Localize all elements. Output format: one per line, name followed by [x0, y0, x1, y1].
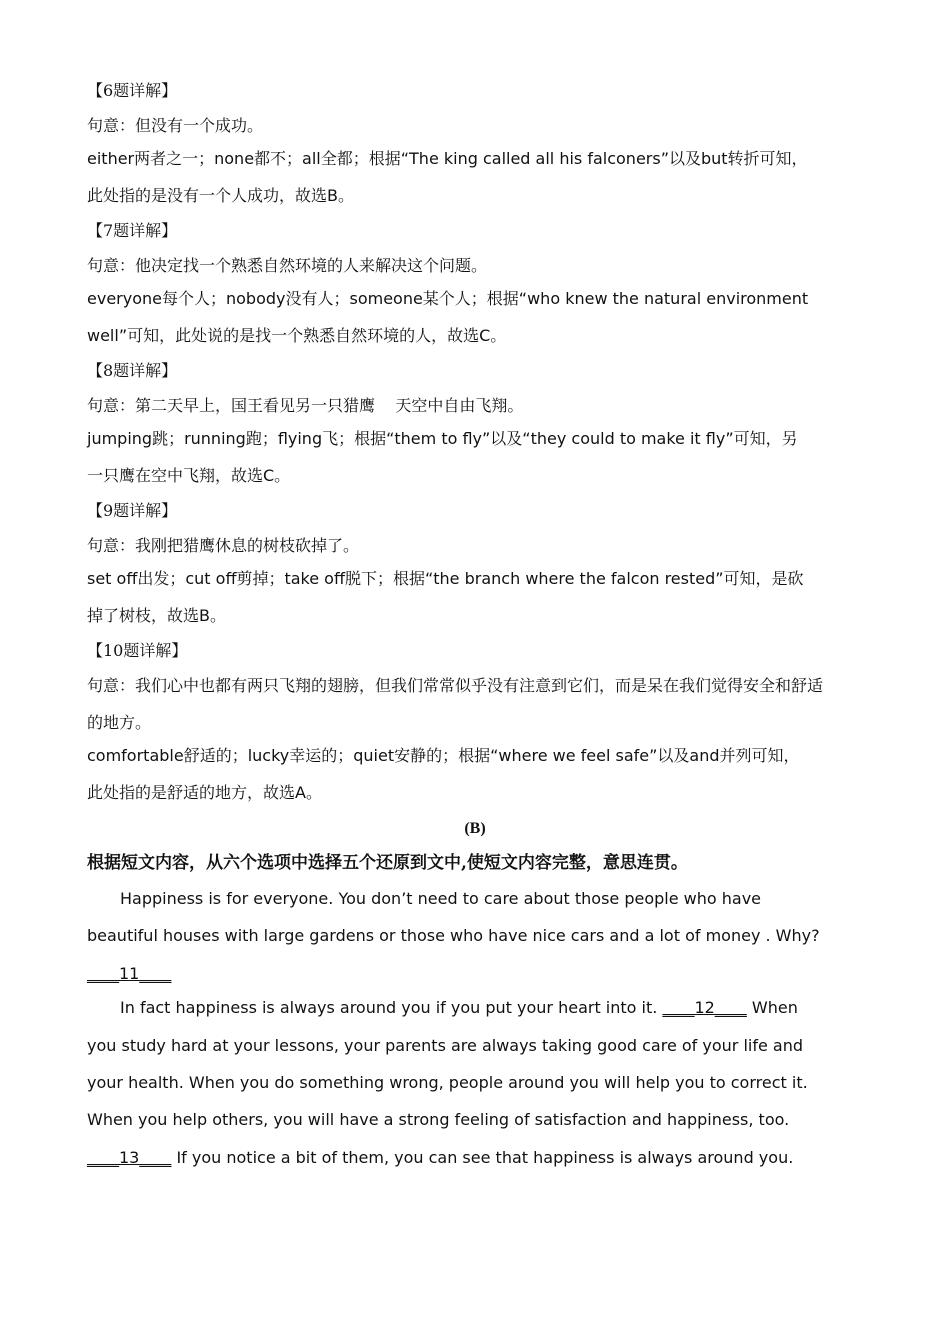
q6-meaning: 句意：但没有一个成功。 [87, 116, 264, 135]
passage-p1-line1: Happiness is for everyone. You don’t need to care about those people who have [120, 889, 762, 908]
q6-explanation-line2: 此处指的是没有一个人成功，故选B。 [87, 186, 354, 205]
q8-explanation-line1: jumping跳；running跑；flying飞；根据“them to fly”以及“they could to make it fly”可知，另 [87, 429, 798, 448]
blank-12: ____12____ [662, 998, 747, 1017]
q10-meaning-line2: 的地方。 [87, 713, 152, 732]
q6-heading: 【6题详解】 [87, 81, 178, 100]
passage-p2-line5-text: If you notice a bit of them, you can see that happiness is always around you. [171, 1148, 794, 1167]
q7-explanation-line2: well”可知，此处说的是找一个熟悉自然环境的人，故选C。 [87, 326, 507, 345]
passage-p2-line2: you study hard at your lessons, your parents are always taking good care of your life and [87, 1036, 804, 1055]
q8-explanation-line2: 一只鹰在空中飞翔，故选C。 [87, 466, 291, 485]
passage-p2-line1-text: In fact happiness is always around you if you put your heart into it. [120, 998, 663, 1017]
q9-heading: 【9题详解】 [87, 501, 178, 520]
passage-blank-11 [87, 964, 867, 984]
q7-explanation-line1: everyone每个人；nobody没有人；someone某个人；根据“who knew the natural environment [87, 289, 809, 308]
q10-explanation-line1: comfortable舒适的；lucky幸运的；quiet安静的；根据“where we feel safe”以及and并列可知， [87, 746, 800, 765]
section-b-title: (B) [464, 820, 486, 837]
q7-heading: 【7题详解】 [87, 221, 178, 240]
q10-meaning-line1: 句意：我们心中也都有两只飞翔的翅膀，但我们常常似乎没有注意到它们，而是呆在我们觉得安全和舒适 [87, 676, 824, 695]
passage-p2-line5 [87, 1148, 867, 1168]
passage-p1-line2: beautiful houses with large gardens or those who have nice cars and a lot of money . Why? [87, 926, 820, 945]
q6-explanation-line1: either两者之一；none都不；all全都；根据“The king called all his falconers”以及but转折可知， [87, 149, 808, 168]
q8-meaning: 句意：第二天早上，国王看见另一只猎鹰 天空中自由飞翔。 [87, 396, 524, 415]
q10-heading: 【10题详解】 [87, 641, 188, 660]
passage-p2-line1 [87, 998, 900, 1018]
q7-meaning: 句意：他决定找一个熟悉自然环境的人来解决这个问题。 [87, 256, 488, 275]
q9-meaning: 句意：我刚把猎鹰休息的树枝砍掉了。 [87, 536, 360, 555]
passage-p2-line4: When you help others, you will have a strong feeling of satisfaction and happiness, too. [87, 1110, 790, 1129]
passage-p2-line1-tail: When [746, 998, 798, 1017]
q9-explanation-line2: 掉了树枝，故选B。 [87, 606, 226, 625]
passage-p2-line3: your health. When you do something wrong, people around you will help you to correct it. [87, 1073, 808, 1092]
q8-heading: 【8题详解】 [87, 361, 178, 380]
section-b-instruction: 根据短文内容，从六个选项中选择五个还原到文中,使短文内容完整，意思连贯。 [87, 853, 688, 873]
q9-explanation-line1: set off出发；cut off剪掉；take off脱下；根据“the branch where the falcon rested”可知，是砍 [87, 569, 804, 588]
q10-explanation-line2: 此处指的是舒适的地方，故选A。 [87, 783, 322, 802]
blank-13: ____13____ [87, 1148, 172, 1167]
blank-11: ____11____ [87, 964, 172, 983]
